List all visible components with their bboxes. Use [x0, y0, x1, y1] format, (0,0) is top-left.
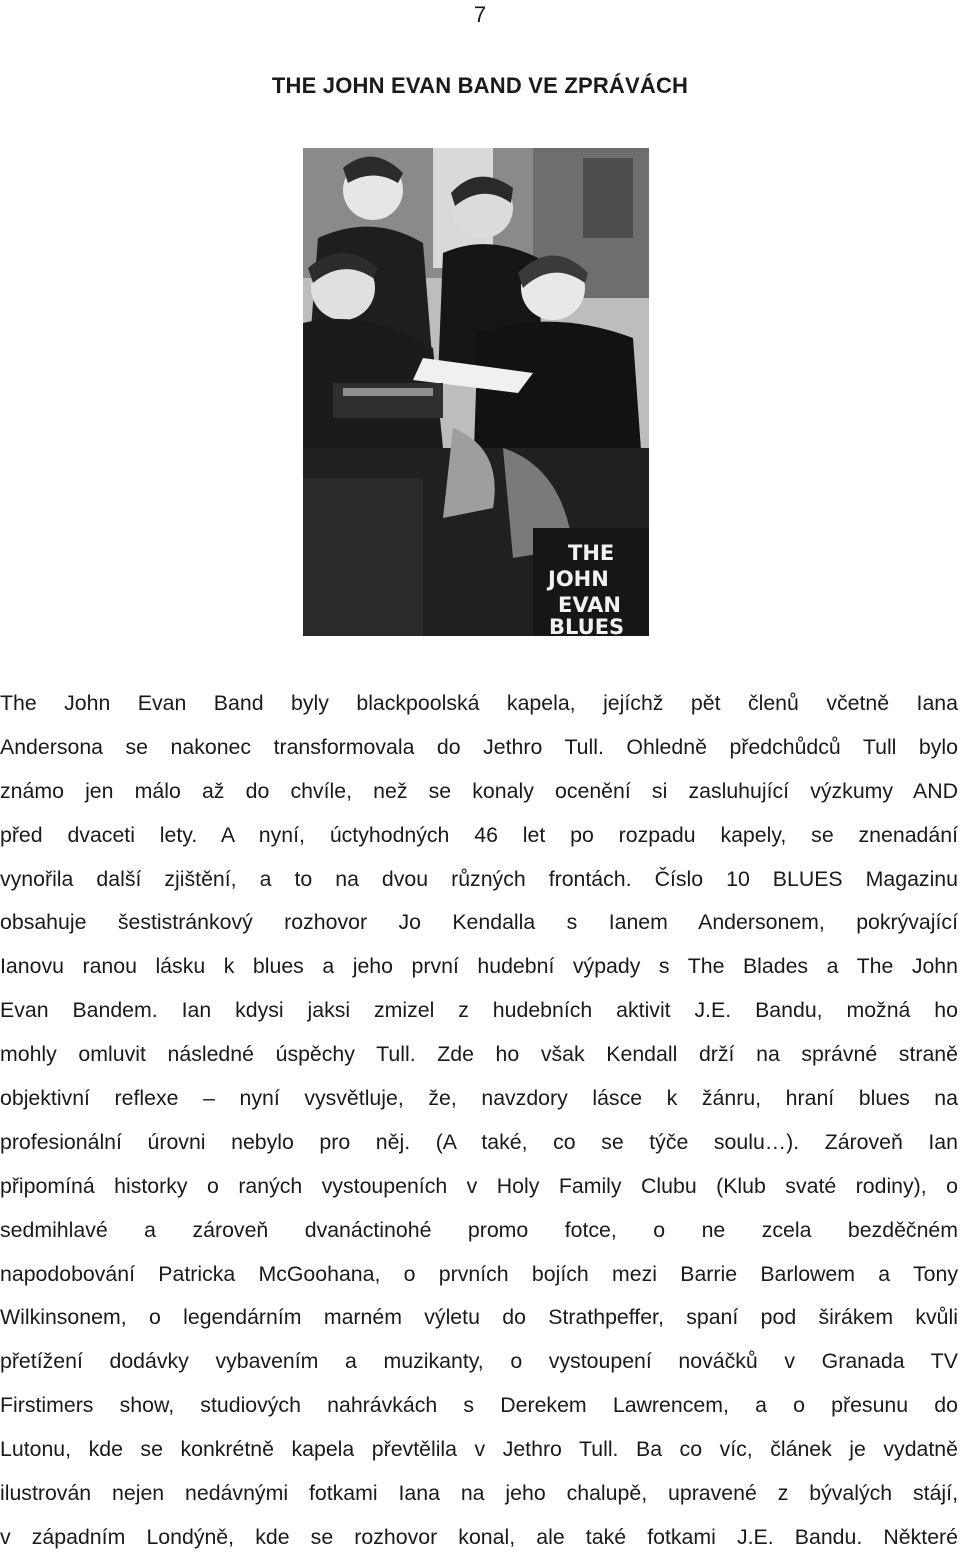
- body-line: The John Evan Band byly blackpoolská kapela, jejíchž pět členů včetně Iana: [0, 691, 958, 715]
- body-line: mohly omluvit následné úspěchy Tull. Zde ho však Kendall drží na správné straně: [0, 1042, 958, 1067]
- body-line: objektivní reflexe – nyní vysvětluje, že, navzdory lásce k žánru, hraní blues na: [0, 1086, 958, 1111]
- photo-caption-line-4: BLUES: [549, 615, 625, 636]
- photo-caption-line-3: EVAN: [558, 593, 621, 617]
- body-line: Firstimers show, studiových nahrávkách s Derekem Lawrencem, a o přesunu do: [0, 1393, 958, 1418]
- body-line: Andersona se nakonec transformovala do Jethro Tull. Ohledně předchůdců Tull bylo: [0, 734, 958, 759]
- body-line: v západním Londýně, kde se rozhovor konal, ale také fotkami J.E. Bandu. Některé: [0, 1524, 958, 1549]
- body-line: vynořila další zjištění, a to na dvou různých frontách. Číslo 10 BLUES Magazinu: [0, 866, 958, 891]
- page-number: 7: [473, 2, 487, 27]
- body-line: připomíná historky o raných vystoupeních v Holy Family Clubu (Klub svaté rodiny), o: [0, 1173, 958, 1198]
- body-line: profesionální úrovni nebylo pro něj. (A také, co se týče soulu…). Zároveň Ian: [0, 1129, 958, 1154]
- photo-caption-line-2: JOHN: [548, 567, 609, 591]
- page-title: THE JOHN EVAN BAND VE ZPRÁVÁCH: [271, 73, 689, 98]
- body-line: Lutonu, kde se konkrétně kapela převtělila v Jethro Tull. Ba co víc, článek je vydatně: [0, 1437, 958, 1462]
- body-line: ilustrován nejen nedávnými fotkami Iana na jeho chalupě, upravené z bývalých stájí,: [0, 1481, 958, 1506]
- body-line: obsahuje šestistránkový rozhovor Jo Kendalla s Ianem Andersonem, pokrývající: [0, 910, 958, 935]
- band-photo: [303, 148, 649, 636]
- body-line: Wilkinsonem, o legendárním marném výletu do Strathpeffer, spaní pod širákem kvůli: [0, 1305, 958, 1330]
- body-line: sedmihlavé a zároveň dvanáctinohé promo fotce, o ne zcela bezděčném: [0, 1217, 958, 1242]
- body-line: známo jen málo až do chvíle, než se konaly ocenění si zasluhující výzkumy AND: [0, 778, 958, 803]
- body-line: napodobování Patricka McGoohana, o prvních bojích mezi Barrie Barlowem a Tony: [0, 1261, 958, 1286]
- body-line: přetížení dodávky vybavením a muzikanty, o vystoupení nováčků v Granada TV: [0, 1349, 958, 1374]
- body-line: Evan Bandem. Ian kdysi jaksi zmizel z hudebních aktivit J.E. Bandu, možná ho: [0, 998, 958, 1023]
- body-line: před dvaceti lety. A nyní, úctyhodných 46 let po rozpadu kapely, se znenadání: [0, 822, 958, 847]
- photo-caption-line-1: THE: [568, 541, 615, 565]
- article-body: [0, 682, 958, 1560]
- body-line: Ianovu ranou lásku k blues a jeho první hudební výpady s The Blades a The John: [0, 954, 958, 979]
